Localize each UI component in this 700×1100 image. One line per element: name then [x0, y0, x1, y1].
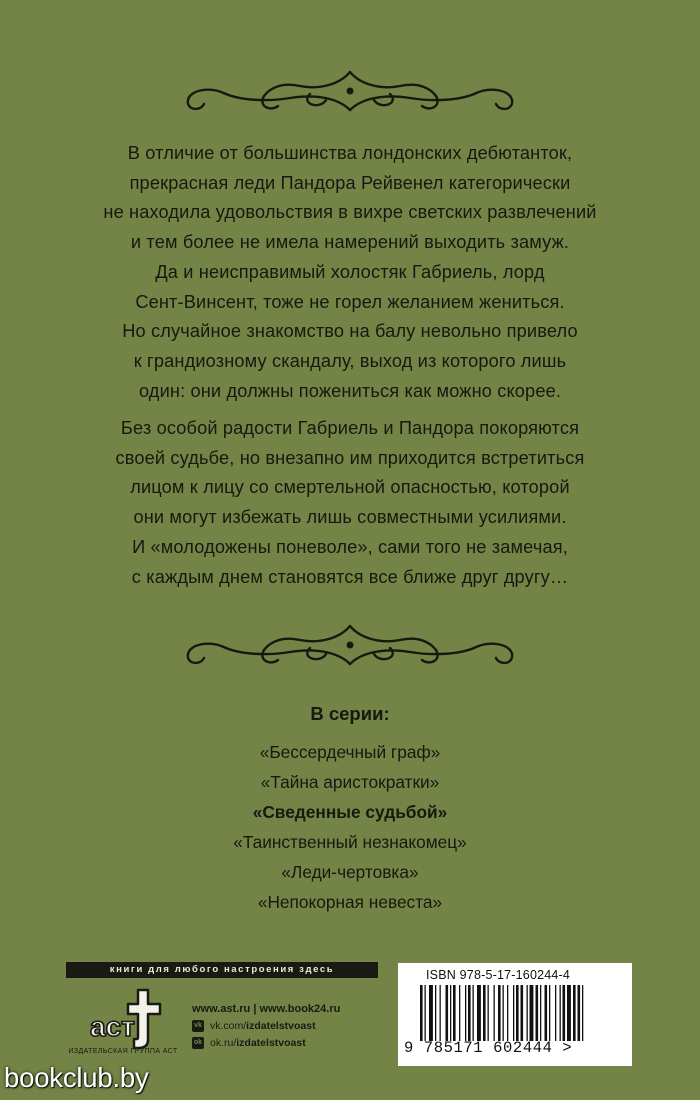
vk-handle: izdatelstvoast: [246, 1020, 316, 1032]
blurb-paragraph-1: [60, 139, 640, 406]
series-list: [0, 737, 700, 917]
site-watermark: bookclub.by: [4, 1062, 149, 1093]
blurb-line: прекрасная леди Пандора Рейвенел категорически: [129, 172, 571, 193]
series-item-current: «Сведенные судьбой»: [252, 802, 448, 822]
publisher-tagline: книги для любого настроения здесь: [66, 962, 378, 978]
barcode-bars-icon: [420, 985, 626, 1041]
blurb-line: И «молодожены поневоле», сами того не замечая,: [132, 536, 568, 557]
blurb-line: Да и неисправимый холостяк Габриель, лорд: [155, 261, 545, 282]
blurb-line: В отличие от большинства лондонских дебютанток,: [127, 143, 573, 163]
blurb-line: один: они должны пожениться как можно скорее.: [138, 380, 562, 401]
ast-logo-text: аст: [90, 1011, 135, 1042]
blurb-line: они могут избежать лишь совместными усилиями.: [133, 507, 567, 528]
vk-link[interactable]: [192, 1020, 340, 1032]
series-item: «Таинственный незнакомец»: [233, 832, 467, 852]
isbn-barcode: [398, 963, 632, 1066]
blurb-line: Но случайное знакомство на балу невольно привело: [122, 321, 578, 342]
ok-icon: ok: [192, 1037, 204, 1049]
publisher-websites[interactable]: www.ast.ru | www.book24.ru: [192, 1003, 341, 1015]
blurb-line: лицом к лицу со смертельной опасностью, которой: [130, 477, 570, 498]
blurb-line: и тем более не имела намерений выходить замуж.: [130, 232, 570, 253]
blurb-line: с каждым днем становятся все ближе друг другу…: [131, 566, 569, 587]
publisher-links: [192, 1003, 340, 1049]
publisher-imprint: ИЗДАТЕЛЬСКАЯ ГРУППА АСТ: [68, 1048, 178, 1055]
vk-prefix: vk.com/: [210, 1020, 247, 1032]
ok-prefix: ok.ru/: [210, 1037, 237, 1049]
series-item: «Непокорная невеста»: [257, 892, 443, 912]
ok-handle: izdatelstvoast: [236, 1037, 306, 1049]
blurb-line: Без особой радости Габриель и Пандора покоряются: [120, 418, 580, 438]
vk-icon: vk: [192, 1020, 204, 1032]
blurb-line: к грандиозному скандалу, выход из которого лишь: [133, 350, 567, 371]
series-item: «Тайна аристократки»: [260, 772, 440, 792]
blurb-paragraph-2: [60, 414, 640, 592]
barcode-digits: 9 785171 602444 >: [404, 1039, 573, 1057]
ast-logo-icon: [84, 986, 164, 1050]
blurb-line: Сент-Винсент, тоже не горел желанием жениться.: [135, 291, 565, 312]
ok-link[interactable]: [192, 1037, 340, 1049]
scroll-ornament-icon: [170, 618, 530, 674]
series-item: «Леди-чертовка»: [281, 862, 419, 882]
isbn-number: ISBN 978-5-17-160244-4: [426, 968, 571, 982]
blurb-line: своей судьбе, но внезапно им приходится встретиться: [115, 447, 585, 468]
series-heading: В серии:: [310, 703, 390, 724]
series-item: «Бессердечный граф»: [259, 742, 441, 762]
blurb-line: не находила удовольствия в вихре светских развлечений: [103, 202, 597, 223]
scroll-ornament-icon: [170, 64, 530, 120]
